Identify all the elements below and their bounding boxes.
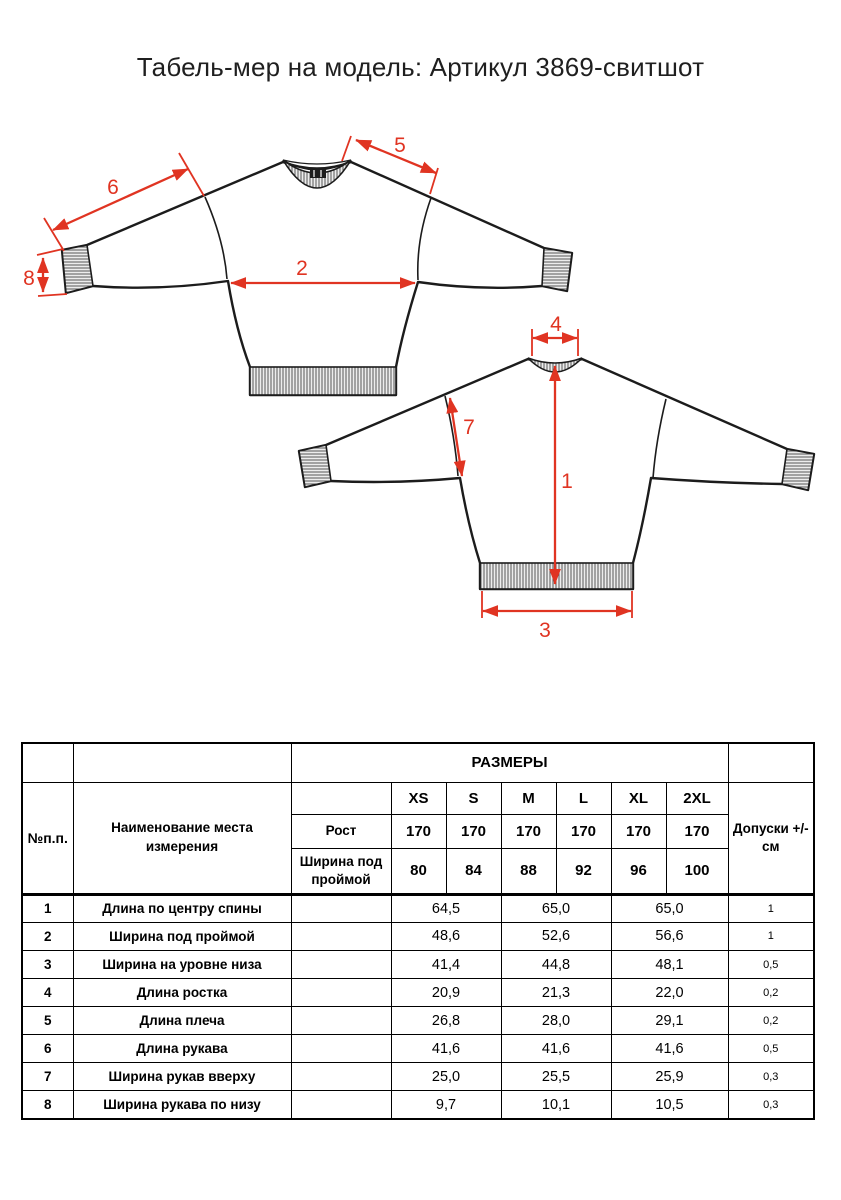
dim8-tick	[37, 249, 63, 255]
value-m-l: 41,6	[501, 1035, 611, 1063]
dimension-label-5: 5	[394, 134, 406, 157]
page-title: Табель-мер на модель: Артикул 3869-свитшот	[136, 52, 705, 82]
back-hem-rib	[480, 563, 633, 589]
back-left-cuff-rib	[299, 445, 331, 487]
value-xl-2xl: 29,1	[611, 1007, 728, 1035]
name-column-header: Наименование места измерения	[73, 782, 291, 894]
row-number: 6	[22, 1035, 73, 1063]
tolerance-value: 1	[728, 922, 814, 950]
empty-cell	[291, 1063, 391, 1091]
row-number: 3	[22, 950, 73, 978]
underarm-value: 100	[666, 848, 728, 894]
tolerance-column-header: Допуски +/- см	[728, 782, 814, 894]
table-row	[22, 1063, 814, 1091]
value-m-l: 52,6	[501, 922, 611, 950]
value-xl-2xl: 41,6	[611, 1035, 728, 1063]
front-view-sketch	[23, 134, 572, 395]
measurement-name: Ширина под проймой	[73, 922, 291, 950]
value-m-l: 21,3	[501, 979, 611, 1007]
tolerance-value: 0,3	[728, 1063, 814, 1091]
front-hem-rib	[250, 367, 396, 395]
measurement-table	[21, 742, 815, 1120]
sizes-group-row	[22, 743, 814, 782]
dimension-label-1: 1	[561, 470, 573, 493]
value-xs-s: 9,7	[391, 1091, 501, 1119]
row-number: 5	[22, 1007, 73, 1035]
sizes-group-header: РАЗМЕРЫ	[291, 743, 728, 782]
table-row	[22, 1035, 814, 1063]
tolerance-value: 0,3	[728, 1091, 814, 1119]
measurement-name: Длина рукава	[73, 1035, 291, 1063]
value-m-l: 25,5	[501, 1063, 611, 1091]
value-xs-s: 41,6	[391, 1035, 501, 1063]
table-row	[22, 1007, 814, 1035]
size-header-2xl: 2XL	[666, 782, 728, 814]
tolerance-value: 0,5	[728, 950, 814, 978]
value-m-l: 65,0	[501, 894, 611, 922]
size-header-s: S	[446, 782, 501, 814]
value-m-l: 10,1	[501, 1091, 611, 1119]
back-right-cuff-rib	[782, 449, 814, 490]
dimension-label-4: 4	[550, 313, 562, 336]
empty-cell	[22, 743, 73, 782]
value-xl-2xl: 25,9	[611, 1063, 728, 1091]
row-number: 1	[22, 894, 73, 922]
empty-cell	[291, 1007, 391, 1035]
table-row	[22, 894, 814, 922]
value-xs-s: 64,5	[391, 894, 501, 922]
underarm-value: 92	[556, 848, 611, 894]
garment-diagram	[0, 120, 841, 680]
empty-cell	[728, 743, 814, 782]
empty-cell	[291, 1091, 391, 1119]
tolerance-value: 1	[728, 894, 814, 922]
growth-row-label: Рост	[291, 814, 391, 848]
table-row	[22, 1091, 814, 1119]
growth-value: 170	[611, 814, 666, 848]
collar-brand-label	[310, 169, 326, 178]
value-xs-s: 25,0	[391, 1063, 501, 1091]
front-right-cuff-rib	[542, 248, 572, 291]
tolerance-value: 0,2	[728, 979, 814, 1007]
measurement-name: Длина ростка	[73, 979, 291, 1007]
value-xs-s: 48,6	[391, 922, 501, 950]
measurement-name: Ширина рукава по низу	[73, 1091, 291, 1119]
value-xs-s: 20,9	[391, 979, 501, 1007]
dim8-tick	[38, 294, 67, 296]
value-xl-2xl: 56,6	[611, 922, 728, 950]
value-m-l: 28,0	[501, 1007, 611, 1035]
underarm-value: 84	[446, 848, 501, 894]
value-m-l: 44,8	[501, 950, 611, 978]
number-column-header: №п.п.	[22, 782, 73, 894]
growth-value: 170	[446, 814, 501, 848]
dimension-label-3: 3	[539, 619, 551, 642]
empty-cell	[291, 950, 391, 978]
value-xl-2xl: 22,0	[611, 979, 728, 1007]
dim6-tick	[44, 218, 64, 251]
row-number: 4	[22, 979, 73, 1007]
dimension-label-6: 6	[107, 176, 119, 199]
underarm-value: 96	[611, 848, 666, 894]
front-body-outline	[62, 162, 572, 395]
table-row	[22, 979, 814, 1007]
empty-cell	[291, 1035, 391, 1063]
growth-value: 170	[391, 814, 446, 848]
empty-cell	[291, 894, 391, 922]
value-xl-2xl: 65,0	[611, 894, 728, 922]
dim6-tick	[179, 153, 204, 196]
measurement-name: Ширина на уровне низа	[73, 950, 291, 978]
size-header-xl: XL	[611, 782, 666, 814]
table-row	[22, 950, 814, 978]
row-number: 7	[22, 1063, 73, 1091]
growth-value: 170	[556, 814, 611, 848]
size-header-xs: XS	[391, 782, 446, 814]
underarm-value: 80	[391, 848, 446, 894]
value-xs-s: 26,8	[391, 1007, 501, 1035]
dimension-label-2: 2	[296, 257, 308, 280]
measurement-name: Длина по центру спины	[73, 894, 291, 922]
growth-value: 170	[501, 814, 556, 848]
size-header-l: L	[556, 782, 611, 814]
empty-cell	[291, 922, 391, 950]
underarm-value: 88	[501, 848, 556, 894]
measurement-name: Длина плеча	[73, 1007, 291, 1035]
tolerance-value: 0,2	[728, 1007, 814, 1035]
value-xl-2xl: 10,5	[611, 1091, 728, 1119]
dimension-label-8: 8	[23, 267, 35, 290]
empty-cell	[291, 979, 391, 1007]
dimension-label-7: 7	[463, 416, 475, 439]
empty-cell	[291, 782, 391, 814]
value-xl-2xl: 48,1	[611, 950, 728, 978]
value-xs-s: 41,4	[391, 950, 501, 978]
underarm-row-label: Ширина под проймой	[291, 848, 391, 894]
empty-cell	[73, 743, 291, 782]
row-number: 2	[22, 922, 73, 950]
growth-value: 170	[666, 814, 728, 848]
tolerance-value: 0,5	[728, 1035, 814, 1063]
size-header-m: M	[501, 782, 556, 814]
front-left-cuff-rib	[62, 245, 93, 293]
measurement-name: Ширина рукав вверху	[73, 1063, 291, 1091]
row-number: 8	[22, 1091, 73, 1119]
sizes-row	[22, 782, 814, 814]
table-row	[22, 922, 814, 950]
dim5-tick	[342, 136, 351, 161]
